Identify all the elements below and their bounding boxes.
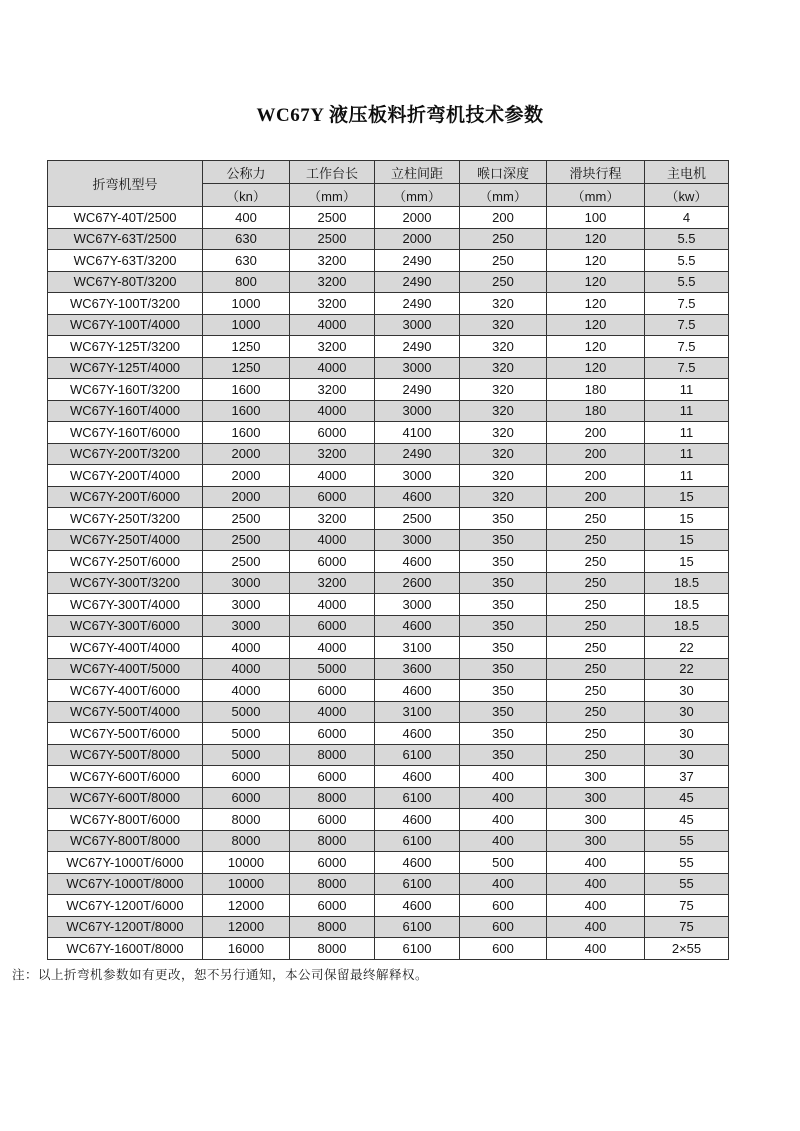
value-cell: 250 [547,723,645,745]
value-cell: 320 [460,379,547,401]
value-cell: 320 [460,465,547,487]
value-cell: 250 [547,658,645,680]
value-cell: 320 [460,400,547,422]
value-cell: 4000 [290,465,375,487]
value-cell: 1000 [203,293,290,315]
value-cell: 2500 [290,207,375,229]
value-cell: 4600 [375,895,460,917]
model-cell: WC67Y-40T/2500 [48,207,203,229]
table-row [48,486,729,508]
model-cell: WC67Y-63T/3200 [48,250,203,272]
value-cell: 3000 [375,529,460,551]
value-cell: 4000 [290,637,375,659]
value-cell: 2500 [203,508,290,530]
value-cell: 3200 [290,508,375,530]
value-cell: 320 [460,314,547,336]
value-cell: 6100 [375,938,460,960]
value-cell: 8000 [290,916,375,938]
value-cell: 15 [645,551,729,573]
value-cell: 11 [645,400,729,422]
value-cell: 7.5 [645,293,729,315]
value-cell: 120 [547,293,645,315]
column-header: 主电机 [645,161,729,184]
value-cell: 600 [460,916,547,938]
table-row [48,637,729,659]
value-cell: 3200 [290,443,375,465]
value-cell: 45 [645,787,729,809]
value-cell: 11 [645,465,729,487]
value-cell: 4 [645,207,729,229]
value-cell: 350 [460,508,547,530]
value-cell: 4000 [290,529,375,551]
value-cell: 6000 [290,551,375,573]
value-cell: 55 [645,873,729,895]
value-cell: 8000 [290,744,375,766]
model-cell: WC67Y-500T/8000 [48,744,203,766]
value-cell: 400 [460,873,547,895]
value-cell: 6100 [375,916,460,938]
table-row [48,938,729,960]
spec-table [47,160,729,960]
value-cell: 3200 [290,250,375,272]
model-cell: WC67Y-300T/4000 [48,594,203,616]
value-cell: 200 [460,207,547,229]
value-cell: 630 [203,250,290,272]
table-row [48,916,729,938]
value-cell: 5000 [203,701,290,723]
value-cell: 2490 [375,250,460,272]
value-cell: 3000 [203,594,290,616]
value-cell: 1600 [203,422,290,444]
model-cell: WC67Y-400T/4000 [48,637,203,659]
value-cell: 250 [547,572,645,594]
model-cell: WC67Y-125T/4000 [48,357,203,379]
value-cell: 5.5 [645,271,729,293]
model-cell: WC67Y-800T/8000 [48,830,203,852]
value-cell: 45 [645,809,729,831]
value-cell: 2000 [375,207,460,229]
value-cell: 250 [547,615,645,637]
value-cell: 320 [460,336,547,358]
value-cell: 18.5 [645,594,729,616]
model-cell: WC67Y-1000T/6000 [48,852,203,874]
model-cell: WC67Y-250T/3200 [48,508,203,530]
model-cell: WC67Y-1600T/8000 [48,938,203,960]
model-cell: WC67Y-100T/3200 [48,293,203,315]
value-cell: 600 [460,938,547,960]
value-cell: 2000 [203,443,290,465]
value-cell: 3600 [375,658,460,680]
value-cell: 100 [547,207,645,229]
footnote: 注：以上折弯机参数如有更改，恕不另行通知，本公司保留最终解释权。 [12,967,429,982]
value-cell: 6100 [375,744,460,766]
value-cell: 6000 [290,895,375,917]
value-cell: 350 [460,744,547,766]
value-cell: 2500 [290,228,375,250]
table-row [48,594,729,616]
column-unit: （mm） [375,184,460,207]
value-cell: 4600 [375,766,460,788]
value-cell: 3200 [290,271,375,293]
value-cell: 250 [547,529,645,551]
table-row [48,766,729,788]
value-cell: 3000 [375,465,460,487]
value-cell: 400 [460,766,547,788]
value-cell: 3000 [203,572,290,594]
table-row [48,873,729,895]
value-cell: 2490 [375,271,460,293]
model-cell: WC67Y-400T/6000 [48,680,203,702]
value-cell: 350 [460,637,547,659]
value-cell: 3000 [203,615,290,637]
table-row [48,744,729,766]
value-cell: 2490 [375,379,460,401]
column-unit: （mm） [460,184,547,207]
value-cell: 1000 [203,314,290,336]
value-cell: 4000 [203,658,290,680]
table-row [48,207,729,229]
value-cell: 250 [547,680,645,702]
value-cell: 300 [547,830,645,852]
value-cell: 18.5 [645,572,729,594]
value-cell: 2490 [375,443,460,465]
value-cell: 120 [547,228,645,250]
value-cell: 11 [645,379,729,401]
value-cell: 8000 [290,873,375,895]
value-cell: 250 [547,551,645,573]
model-cell: WC67Y-200T/6000 [48,486,203,508]
model-cell: WC67Y-160T/3200 [48,379,203,401]
table-row [48,250,729,272]
page-title: WC67Y 液压板料折弯机技术参数 [256,105,544,126]
value-cell: 1600 [203,379,290,401]
value-cell: 4600 [375,486,460,508]
value-cell: 55 [645,830,729,852]
value-cell: 5000 [203,744,290,766]
table-row [48,615,729,637]
value-cell: 120 [547,250,645,272]
value-cell: 6000 [290,766,375,788]
model-cell: WC67Y-200T/4000 [48,465,203,487]
column-header: 喉口深度 [460,161,547,184]
table-row [48,852,729,874]
value-cell: 15 [645,529,729,551]
value-cell: 350 [460,615,547,637]
value-cell: 180 [547,400,645,422]
value-cell: 3200 [290,572,375,594]
value-cell: 180 [547,379,645,401]
value-cell: 4000 [290,594,375,616]
value-cell: 1250 [203,336,290,358]
value-cell: 4600 [375,809,460,831]
value-cell: 320 [460,422,547,444]
model-cell: WC67Y-125T/3200 [48,336,203,358]
value-cell: 18.5 [645,615,729,637]
value-cell: 2000 [203,465,290,487]
value-cell: 320 [460,293,547,315]
value-cell: 5000 [290,658,375,680]
model-cell: WC67Y-1200T/8000 [48,916,203,938]
value-cell: 11 [645,422,729,444]
value-cell: 200 [547,443,645,465]
value-cell: 400 [460,787,547,809]
table-row [48,723,729,745]
table-row [48,529,729,551]
column-unit: （kn） [203,184,290,207]
value-cell: 8000 [290,938,375,960]
table-row [48,701,729,723]
column-header: 工作台长 [290,161,375,184]
value-cell: 6000 [290,680,375,702]
value-cell: 250 [460,271,547,293]
value-cell: 4000 [290,701,375,723]
value-cell: 200 [547,486,645,508]
column-unit: （mm） [290,184,375,207]
column-header: 公称力 [203,161,290,184]
model-cell: WC67Y-300T/3200 [48,572,203,594]
value-cell: 2500 [203,529,290,551]
value-cell: 120 [547,314,645,336]
table-row [48,314,729,336]
value-cell: 400 [547,873,645,895]
value-cell: 2490 [375,336,460,358]
table-row [48,228,729,250]
value-cell: 250 [547,637,645,659]
value-cell: 3200 [290,336,375,358]
value-cell: 3000 [375,400,460,422]
table-body [48,207,729,960]
value-cell: 15 [645,486,729,508]
value-cell: 320 [460,357,547,379]
value-cell: 350 [460,701,547,723]
value-cell: 400 [547,895,645,917]
value-cell: 6000 [290,852,375,874]
value-cell: 10000 [203,852,290,874]
value-cell: 350 [460,551,547,573]
value-cell: 350 [460,723,547,745]
value-cell: 250 [547,594,645,616]
table-header [48,161,729,207]
value-cell: 350 [460,594,547,616]
value-cell: 4100 [375,422,460,444]
value-cell: 2000 [203,486,290,508]
value-cell: 4600 [375,680,460,702]
value-cell: 600 [460,895,547,917]
value-cell: 4600 [375,723,460,745]
value-cell: 6100 [375,873,460,895]
table-row [48,658,729,680]
value-cell: 300 [547,787,645,809]
value-cell: 630 [203,228,290,250]
value-cell: 2500 [203,551,290,573]
table-row [48,400,729,422]
value-cell: 4000 [203,680,290,702]
value-cell: 4000 [290,314,375,336]
table-row [48,379,729,401]
value-cell: 6100 [375,787,460,809]
value-cell: 4600 [375,551,460,573]
value-cell: 320 [460,443,547,465]
value-cell: 2490 [375,293,460,315]
column-header: 折弯机型号 [48,161,203,207]
value-cell: 3000 [375,357,460,379]
value-cell: 120 [547,271,645,293]
value-cell: 10000 [203,873,290,895]
value-cell: 16000 [203,938,290,960]
value-cell: 2600 [375,572,460,594]
value-cell: 1250 [203,357,290,379]
model-cell: WC67Y-600T/6000 [48,766,203,788]
table-row [48,336,729,358]
value-cell: 3200 [290,379,375,401]
value-cell: 6000 [203,766,290,788]
value-cell: 6100 [375,830,460,852]
value-cell: 350 [460,529,547,551]
table-row [48,680,729,702]
value-cell: 11 [645,443,729,465]
table-row [48,572,729,594]
value-cell: 30 [645,701,729,723]
model-cell: WC67Y-400T/5000 [48,658,203,680]
table-row [48,443,729,465]
value-cell: 12000 [203,916,290,938]
value-cell: 400 [547,916,645,938]
model-cell: WC67Y-160T/6000 [48,422,203,444]
value-cell: 5.5 [645,228,729,250]
value-cell: 300 [547,809,645,831]
value-cell: 400 [460,830,547,852]
column-unit: （mm） [547,184,645,207]
value-cell: 37 [645,766,729,788]
value-cell: 320 [460,486,547,508]
value-cell: 400 [203,207,290,229]
table-row [48,787,729,809]
column-header: 滑块行程 [547,161,645,184]
table-row [48,422,729,444]
model-cell: WC67Y-250T/6000 [48,551,203,573]
value-cell: 400 [547,938,645,960]
table-row [48,293,729,315]
value-cell: 3100 [375,637,460,659]
model-cell: WC67Y-300T/6000 [48,615,203,637]
model-cell: WC67Y-1000T/8000 [48,873,203,895]
value-cell: 200 [547,465,645,487]
value-cell: 22 [645,637,729,659]
value-cell: 400 [460,809,547,831]
value-cell: 8000 [203,830,290,852]
table-row [48,895,729,917]
value-cell: 4600 [375,615,460,637]
value-cell: 6000 [203,787,290,809]
model-cell: WC67Y-800T/6000 [48,809,203,831]
model-cell: WC67Y-250T/4000 [48,529,203,551]
value-cell: 6000 [290,723,375,745]
value-cell: 250 [460,250,547,272]
value-cell: 6000 [290,422,375,444]
model-cell: WC67Y-500T/6000 [48,723,203,745]
column-header: 立柱间距 [375,161,460,184]
value-cell: 120 [547,336,645,358]
model-cell: WC67Y-63T/2500 [48,228,203,250]
model-cell: WC67Y-160T/4000 [48,400,203,422]
model-cell: WC67Y-600T/8000 [48,787,203,809]
value-cell: 8000 [203,809,290,831]
table-row [48,357,729,379]
value-cell: 3200 [290,293,375,315]
value-cell: 7.5 [645,314,729,336]
value-cell: 250 [460,228,547,250]
value-cell: 7.5 [645,336,729,358]
table-row [48,551,729,573]
table-row [48,809,729,831]
value-cell: 5.5 [645,250,729,272]
value-cell: 75 [645,895,729,917]
value-cell: 75 [645,916,729,938]
value-cell: 250 [547,508,645,530]
value-cell: 6000 [290,615,375,637]
value-cell: 6000 [290,486,375,508]
value-cell: 300 [547,766,645,788]
table-row [48,465,729,487]
value-cell: 400 [547,852,645,874]
model-cell: WC67Y-200T/3200 [48,443,203,465]
value-cell: 2000 [375,228,460,250]
value-cell: 4000 [290,400,375,422]
value-cell: 3100 [375,701,460,723]
value-cell: 6000 [290,809,375,831]
value-cell: 12000 [203,895,290,917]
value-cell: 7.5 [645,357,729,379]
model-cell: WC67Y-500T/4000 [48,701,203,723]
value-cell: 350 [460,658,547,680]
model-cell: WC67Y-1200T/6000 [48,895,203,917]
table-row [48,508,729,530]
value-cell: 350 [460,572,547,594]
value-cell: 30 [645,723,729,745]
model-cell: WC67Y-100T/4000 [48,314,203,336]
value-cell: 4000 [290,357,375,379]
value-cell: 250 [547,701,645,723]
table-row [48,830,729,852]
value-cell: 3000 [375,594,460,616]
value-cell: 1600 [203,400,290,422]
value-cell: 4000 [203,637,290,659]
value-cell: 15 [645,508,729,530]
value-cell: 2500 [375,508,460,530]
value-cell: 350 [460,680,547,702]
value-cell: 2×55 [645,938,729,960]
model-cell: WC67Y-80T/3200 [48,271,203,293]
column-unit: （kw） [645,184,729,207]
value-cell: 30 [645,744,729,766]
table-row [48,271,729,293]
value-cell: 22 [645,658,729,680]
value-cell: 8000 [290,787,375,809]
value-cell: 55 [645,852,729,874]
value-cell: 8000 [290,830,375,852]
value-cell: 500 [460,852,547,874]
value-cell: 120 [547,357,645,379]
value-cell: 800 [203,271,290,293]
value-cell: 3000 [375,314,460,336]
value-cell: 250 [547,744,645,766]
value-cell: 200 [547,422,645,444]
value-cell: 4600 [375,852,460,874]
value-cell: 30 [645,680,729,702]
value-cell: 5000 [203,723,290,745]
